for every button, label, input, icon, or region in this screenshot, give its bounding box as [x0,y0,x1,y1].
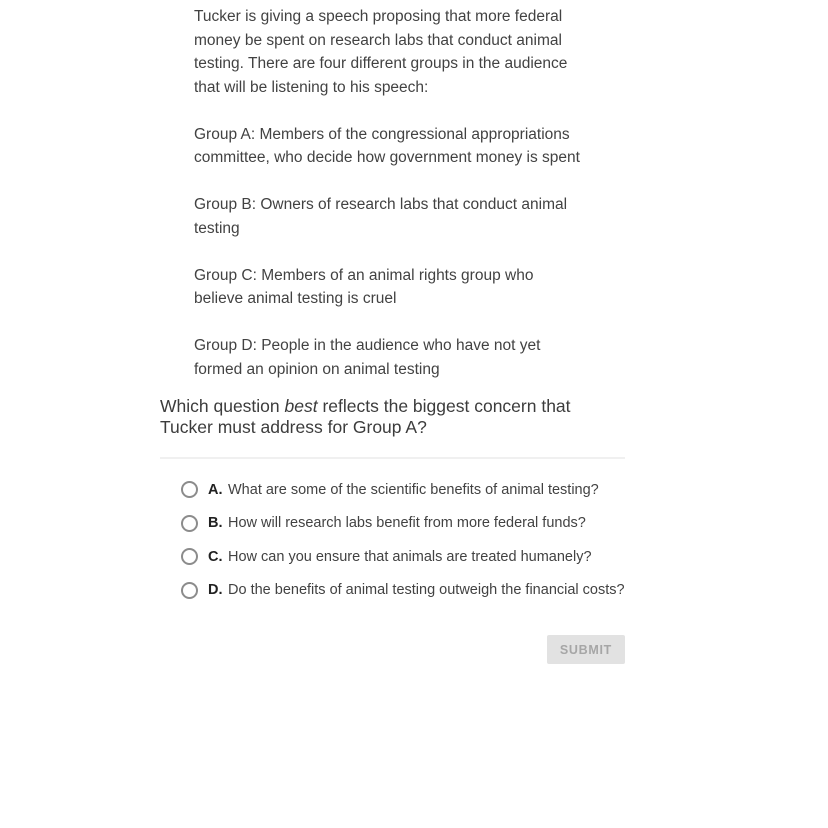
radio-button-c[interactable] [181,548,198,565]
answer-option-d[interactable] [181,574,625,608]
submit-button[interactable]: SUBMIT [547,635,625,664]
passage-paragraph-intro: Tucker is giving a speech proposing that more federal money be spent on research labs that conduct animal testing. There are four different groups in the audience that will be listening to his speech: [194,8,568,96]
passage-paragraph-group-a: Group A: Members of the congressional appropriations committee, who decide how government money is spent [194,125,580,166]
submit-row [0,635,625,664]
passage-paragraph-group-c: Group C: Members of an animal rights group who believe animal testing is cruel [194,266,534,307]
answer-option-a[interactable] [181,473,625,507]
radio-button-a[interactable] [181,481,198,498]
question-suffix: reflects the biggest concern that Tucker must address for Group A? [160,396,571,437]
option-letter-a: A. [208,481,223,498]
passage-paragraph-group-d: Group D: People in the audience who have not yet formed an opinion on animal testing [194,337,541,378]
question-emphasis: best [284,396,318,416]
option-letter-d: D. [208,582,223,599]
option-text-a: What are some of the scientific benefits of animal testing? [228,481,599,498]
divider [160,457,625,459]
question-text [160,396,622,437]
radio-button-b[interactable] [181,515,198,532]
option-text-b: How will research labs benefit from more federal funds? [228,515,586,532]
option-text-d: Do the benefits of animal testing outweigh the financial costs? [228,582,625,599]
answer-options [181,473,625,607]
option-letter-c: C. [208,548,223,565]
question-prefix: Which question [160,396,285,416]
option-text-c: How can you ensure that animals are treated humanely? [228,548,592,565]
radio-button-d[interactable] [181,582,198,599]
passage [194,0,582,381]
option-letter-b: B. [208,515,223,532]
passage-paragraph-group-b: Group B: Owners of research labs that conduct animal testing [194,196,568,237]
answer-option-c[interactable] [181,540,625,574]
answer-option-b[interactable] [181,507,625,541]
